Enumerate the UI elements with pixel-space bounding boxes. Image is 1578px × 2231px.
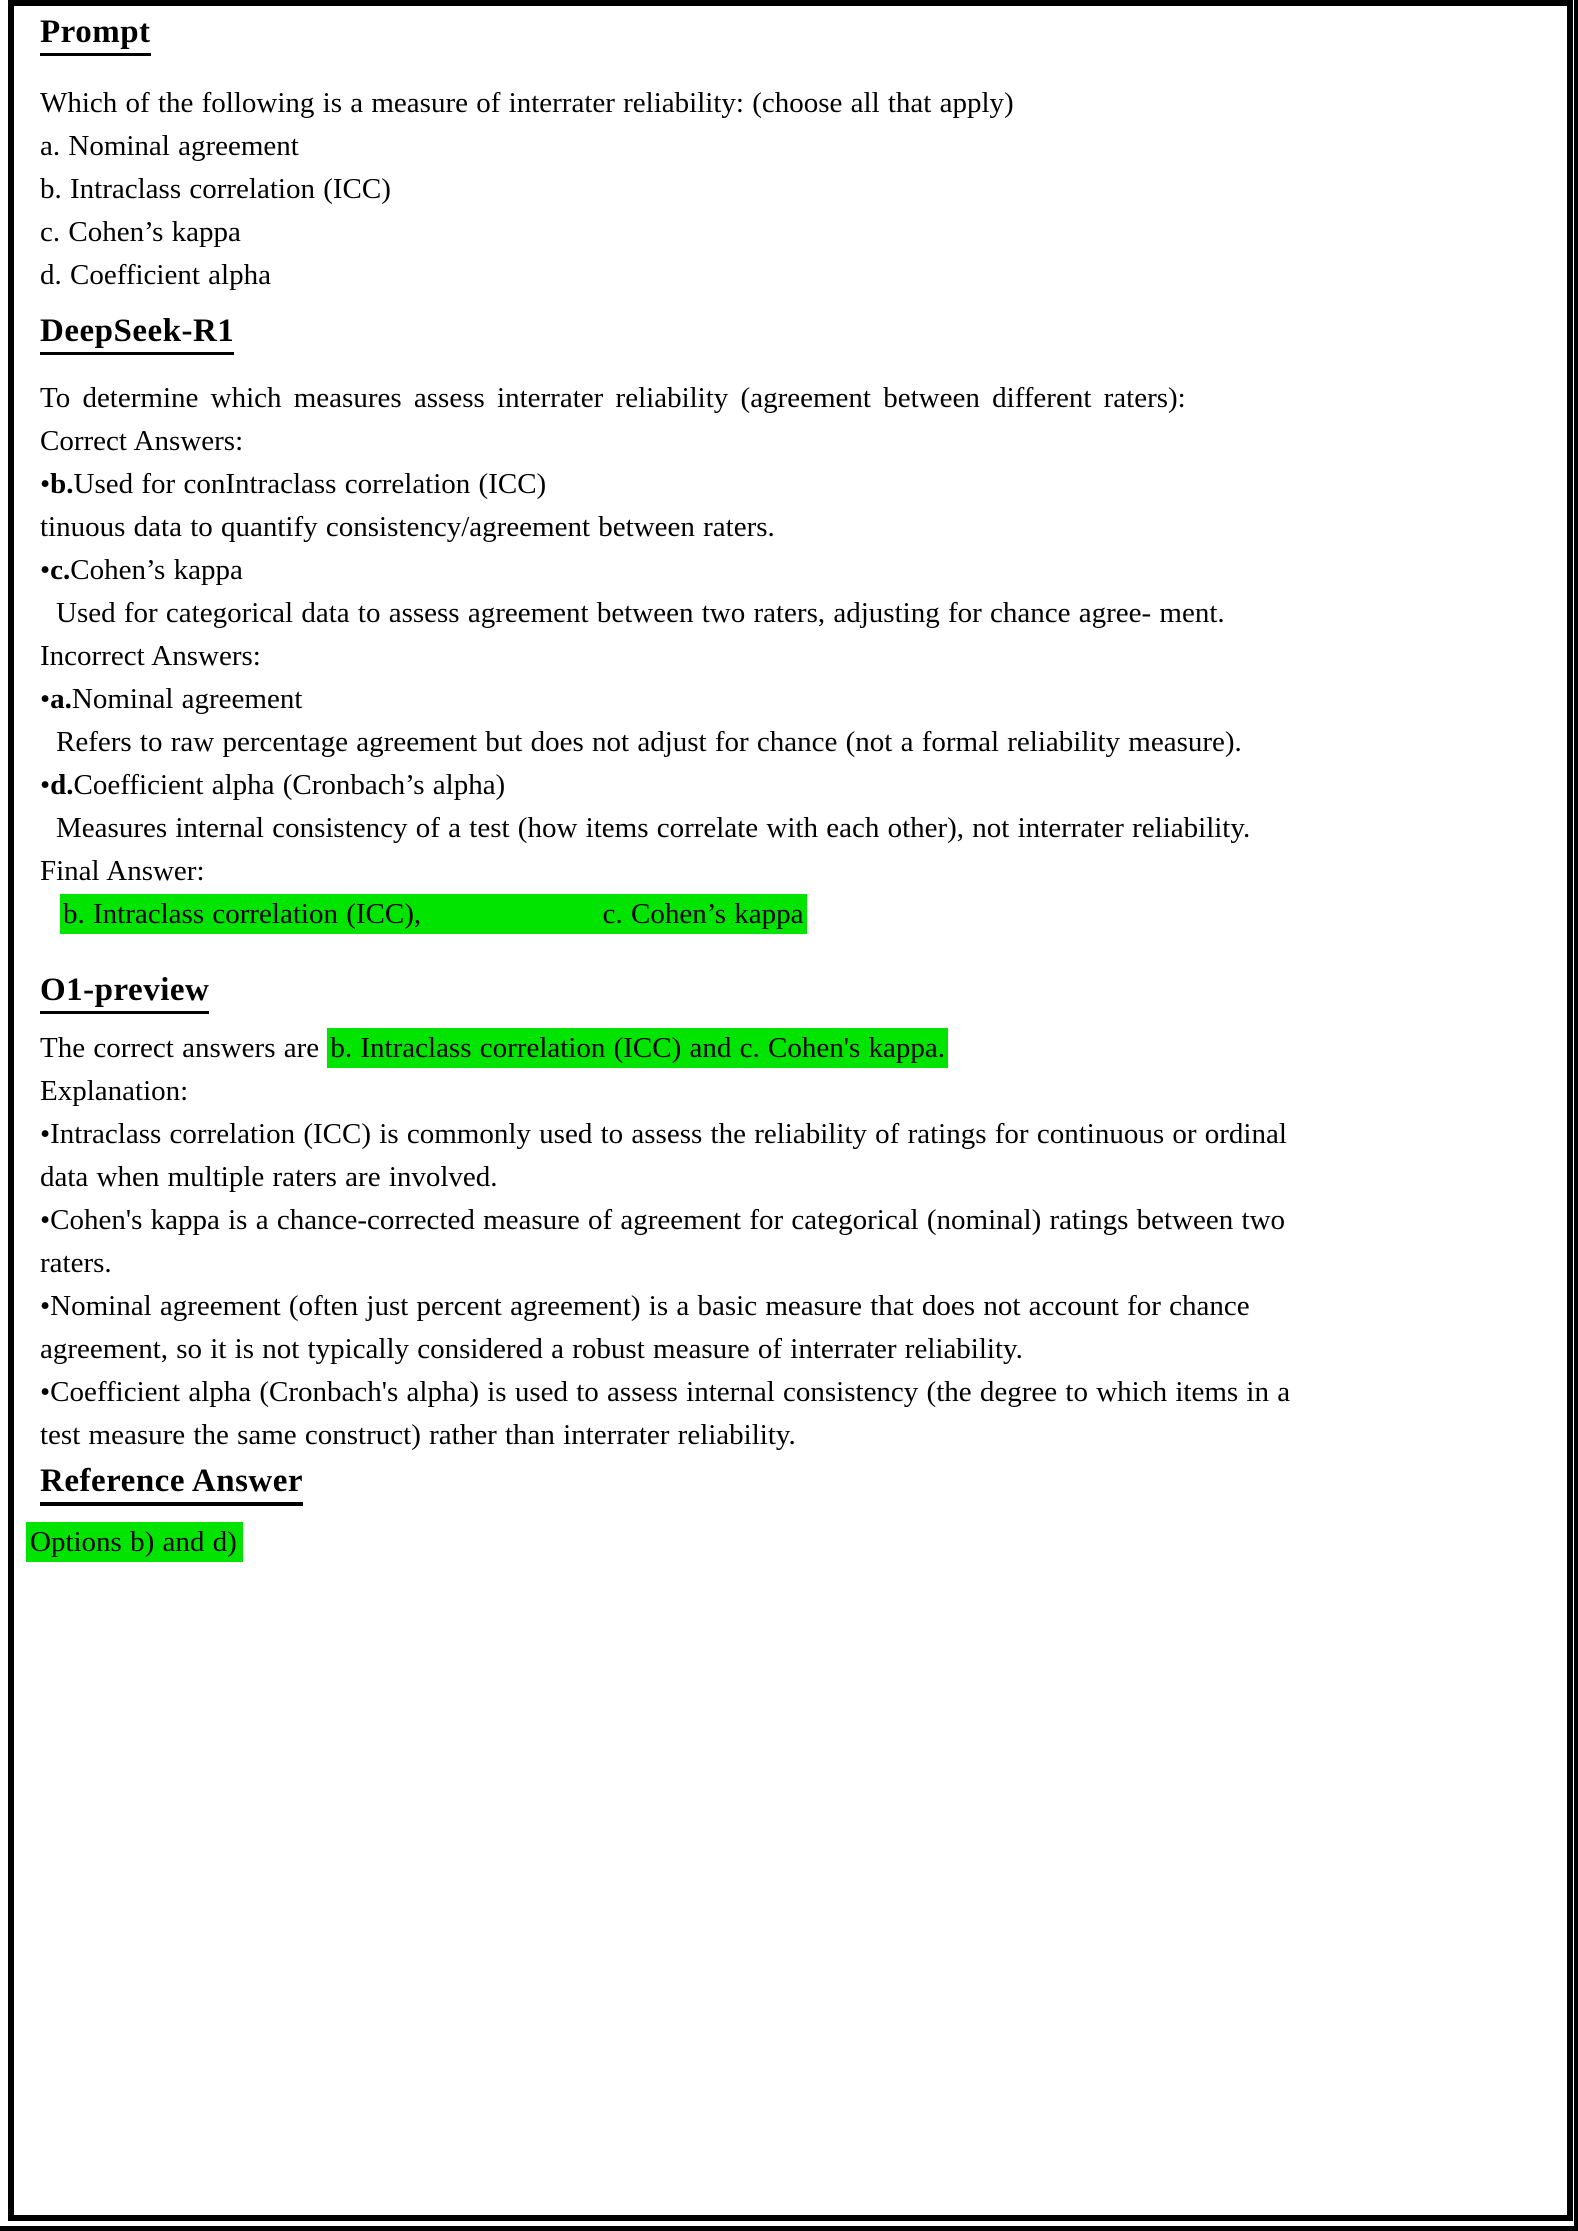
o1-bullet-2-line-2: raters. xyxy=(40,1247,112,1279)
bullet-icon: • xyxy=(40,769,51,801)
o1-heading: O1-preview xyxy=(40,970,209,1014)
option-letter-b: b. xyxy=(50,468,74,500)
o1-answer-row xyxy=(40,1027,1557,1070)
o1-bullet-1-line-1: •Intraclass correlation (ICC) is commonly used to assess the reliability of ratings for continuous or ordinal xyxy=(40,1118,1287,1150)
deepseek-item-b xyxy=(40,463,1557,506)
o1-bullet-3-line-2: agreement, so it is not typically considered a robust measure of interrater reliability. xyxy=(40,1333,1023,1365)
o1-answer-highlight: b. Intraclass correlation (ICC) and c. Cohen's kappa. xyxy=(327,1028,948,1068)
deepseek-item-a xyxy=(40,678,1557,721)
deepseek-item-d-text: Coefficient alpha (Cronbach’s alpha) xyxy=(73,769,506,801)
deepseek-intro: To determine which measures assess interrater reliability (agreement between different raters): xyxy=(40,382,1186,414)
prompt-section-header xyxy=(40,12,1557,56)
deepseek-heading: DeepSeek-R1 xyxy=(40,311,234,355)
page-edge-right-rule xyxy=(1574,0,1578,2231)
option-letter-c: c. xyxy=(50,554,71,586)
deepseek-item-c-text: Cohen’s kappa xyxy=(70,554,243,586)
o1-section-header xyxy=(40,970,1557,1014)
deepseek-final-label: Final Answer: xyxy=(40,855,205,887)
o1-bullet-3-line-1: •Nominal agreement (often just percent agreement) is a basic measure that does not account for chance xyxy=(40,1290,1250,1322)
deepseek-incorrect-label: Incorrect Answers: xyxy=(40,640,261,672)
deepseek-item-a-text: Nominal agreement xyxy=(71,683,303,715)
deepseek-item-c-desc: Used for categorical data to assess agreement between two raters, adjusting for chance agree- ment. xyxy=(56,597,1225,629)
deepseek-item-b-text: Used for conIntraclass correlation (ICC) xyxy=(73,468,547,500)
option-letter-d: d. xyxy=(50,769,74,801)
deepseek-item-c xyxy=(40,549,1557,592)
prompt-option-b: b. Intraclass correlation (ICC) xyxy=(40,173,391,205)
deepseek-final-answer-row xyxy=(40,893,1557,936)
reference-answer-highlight: Options b) and d) xyxy=(26,1522,243,1562)
framed-content-box xyxy=(8,0,1573,2221)
bullet-icon: • xyxy=(40,468,51,500)
prompt-option-c: c. Cohen’s kappa xyxy=(40,216,241,248)
deepseek-item-d-desc: Measures internal consistency of a test (how items correlate with each other), not interrater reliability. xyxy=(56,812,1251,844)
o1-bullet-4-line-1: •Coefficient alpha (Cronbach's alpha) is used to assess internal consistency (the degree to which items in a xyxy=(40,1376,1291,1408)
reference-heading: Reference Answer xyxy=(40,1461,303,1506)
prompt-question: Which of the following is a measure of interrater reliability: (choose all that apply) xyxy=(40,87,1014,119)
prompt-option-a: a. Nominal agreement xyxy=(40,130,299,162)
deepseek-correct-label: Correct Answers: xyxy=(40,425,244,457)
o1-answer-prefix: The correct answers are xyxy=(40,1032,328,1064)
option-letter-a: a. xyxy=(50,683,72,715)
deepseek-item-b-continuation: tinuous data to quantify consistency/agreement between raters. xyxy=(40,511,775,543)
deepseek-item-a-desc: Refers to raw percentage agreement but does not adjust for chance (not a formal reliability measure). xyxy=(56,726,1242,758)
o1-explanation-label: Explanation: xyxy=(40,1075,189,1107)
o1-bullet-4-line-2: test measure the same construct) rather than interrater reliability. xyxy=(40,1419,796,1451)
page-edge-bottom-rule xyxy=(0,2226,1578,2231)
prompt-option-d: d. Coefficient alpha xyxy=(40,259,271,291)
bullet-icon: • xyxy=(40,554,51,586)
o1-bullet-1-line-2: data when multiple raters are involved. xyxy=(40,1161,498,1193)
prompt-heading: Prompt xyxy=(40,12,151,56)
deepseek-section-header xyxy=(40,311,1557,355)
reference-section-header xyxy=(40,1461,1557,1506)
deepseek-item-d xyxy=(40,764,1557,807)
o1-bullet-2-line-1: •Cohen's kappa is a chance-corrected measure of agreement for categorical (nominal) ratings between two xyxy=(40,1204,1286,1236)
bullet-icon: • xyxy=(40,683,51,715)
reference-answer-row xyxy=(30,1521,1557,1564)
deepseek-final-answer-highlight: b. Intraclass correlation (ICC), c. Cohen’s kappa xyxy=(60,894,807,934)
